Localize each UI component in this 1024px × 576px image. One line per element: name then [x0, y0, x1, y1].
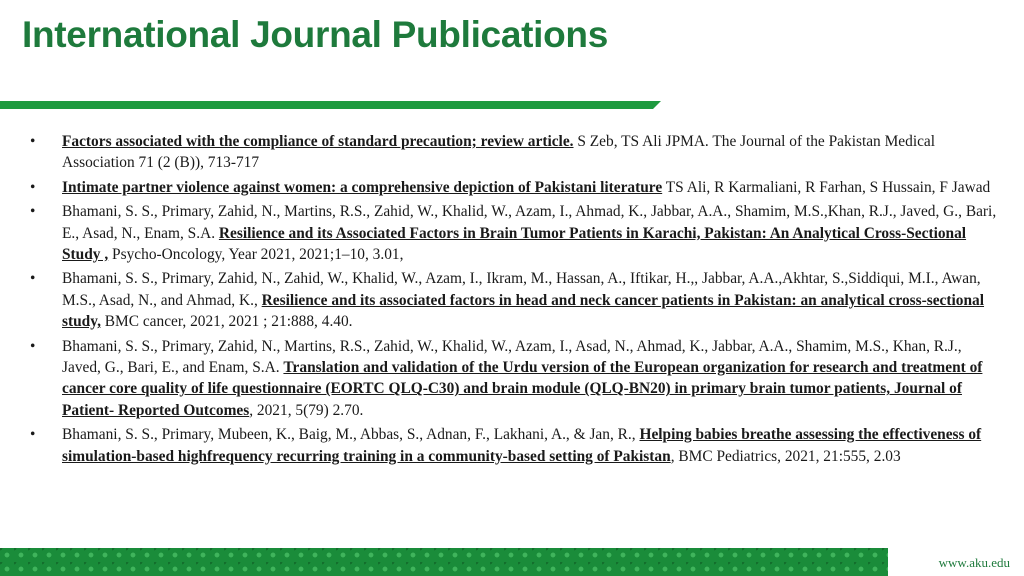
bullet-icon: •	[30, 203, 36, 221]
bullet-icon: •	[30, 178, 36, 196]
bullet-icon: •	[30, 270, 36, 288]
publication-item	[30, 268, 1000, 332]
title-divider	[0, 101, 661, 109]
publication-authors: Bhamani, S. S., Primary, Zahid, N., Zahid, W., Khalid, W., Azam, I., Ikram, M., Hassan, A., Iftikar, H.,, Jabbar, A.A.,Akhtar, S.,Siddiqui, M.I., Awan, M.S., Asad, N., and Ahmad, K.,	[62, 270, 981, 309]
bullet-icon: •	[30, 337, 36, 355]
footer-url: www.aku.edu	[938, 555, 1010, 570]
publication-source: BMC cancer, 2021, 2021 ; 21:888, 4.40.	[100, 313, 353, 331]
publication-authors: Bhamani, S. S., Primary, Zahid, N., Martins, R.S., Zahid, W., Khalid, W., Azam, I., Ahmad, K., Jabbar, A.A., Shamim, M.S.,Khan, R.J., Javed, G., Bari, E., Asad, N., Enam, S.A.	[62, 203, 997, 242]
publication-title: Helping babies breathe assessing the effectiveness of simulation-based highfrequency recurring training in a community-based setting of Pakistan	[62, 426, 982, 465]
publication-authors: Bhamani, S. S., Primary, Zahid, N., Martins, R.S., Zahid, W., Khalid, W., Azam, I., Asad, N., Ahmad, K., Jabbar, A.A., Shamim, M.S., Khan, R.J., Javed, G., Bari, E., and Enam, S.A.	[62, 337, 962, 377]
publication-authors: Bhamani, S. S., Primary, Mubeen, K., Baig, M., Abbas, S., Adnan, F., Lakhani, A., & Jan, R.,	[62, 426, 640, 444]
publication-source: , 2021, 5(79) 2.70.	[249, 401, 364, 419]
slide-title: International Journal Publications	[22, 14, 608, 55]
publication-title: Translation and validation of the Urdu version of the European organization for research and treatment of cancer core quality of life questionnaire (EORTC QLQ-C30) and brain module (QLQ-BN20) in primary brain tumor patients, Journal of Patient- Reported Outcomes	[62, 359, 983, 419]
publication-title: Resilience and its associated factors in head and neck cancer patients in Pakistan: an analytical cross-sectional study,	[62, 291, 985, 331]
publication-item	[30, 201, 1000, 265]
publication-list	[30, 131, 1000, 470]
publication-item	[30, 177, 1000, 198]
publication-source: S Zeb, TS Ali JPMA. The Journal of the Pakistan Medical Association 71 (2 (B)), 713-717	[62, 133, 936, 172]
bullet-icon: •	[30, 133, 36, 150]
publication-source: , BMC Pediatrics, 2021, 21:555, 2.03	[670, 447, 901, 465]
publication-title: Factors associated with the compliance of standard precaution; review article.	[62, 133, 574, 150]
publication-title: Intimate partner violence against women: a comprehensive depiction of Pakistani literature	[62, 178, 663, 196]
publication-item	[30, 131, 1000, 174]
footer-band	[0, 548, 1024, 576]
publication-source: TS Ali, R Karmaliani, R Farhan, S Hussain, F Jawad	[662, 178, 991, 196]
publication-item	[30, 424, 1000, 467]
footer-url-box	[888, 548, 1024, 576]
publication-item	[30, 336, 1000, 422]
publication-title: Resilience and its Associated Factors in Brain Tumor Patients in Karachi, Pakistan: An Analytical Cross-Sectional Study ,	[62, 224, 967, 264]
publication-source: Psycho-Oncology, Year 2021, 2021;1–10, 3.01,	[108, 246, 404, 264]
bullet-icon: •	[30, 426, 36, 444]
